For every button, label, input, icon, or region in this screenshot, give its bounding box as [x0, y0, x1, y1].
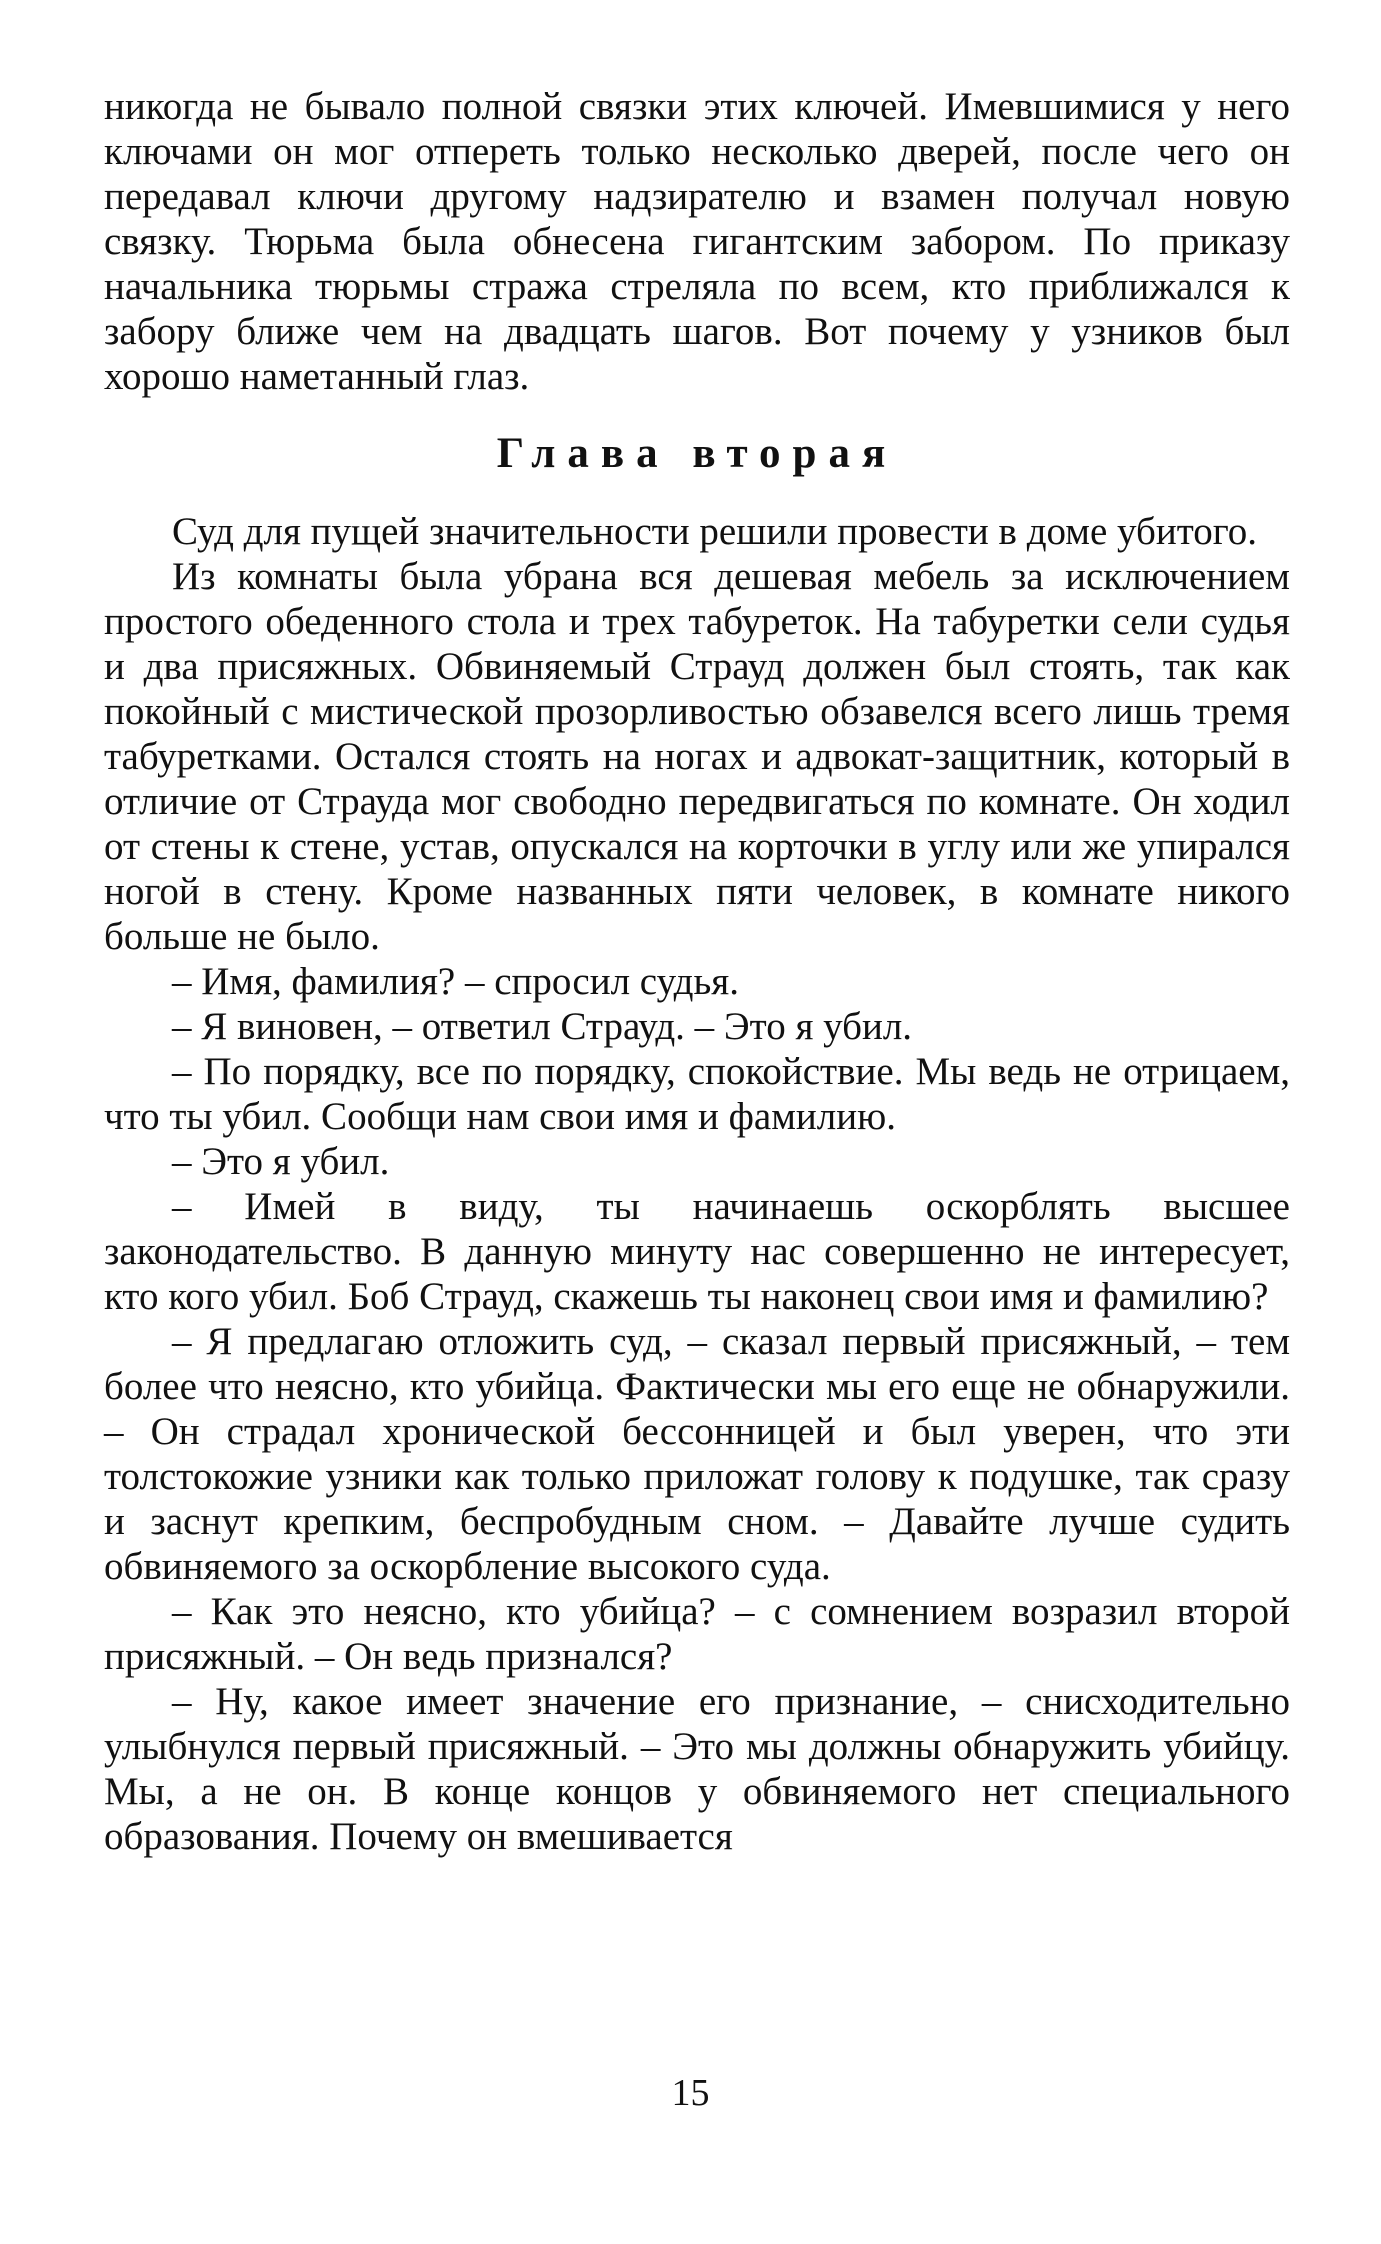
- paragraph: Суд для пущей значительности решили провести в доме убитого.: [172, 510, 1258, 553]
- book-page: [104, 84, 1290, 1859]
- paragraph-continued: никогда не бывало полной связки этих ключей. Имевшимися у него ключами он мог отпереть только несколько дверей, после чего он передавал ключи другому надзирателю и взамен получал новую связку. Тюрьма была обнесена гигантским забором. По приказу начальника тюрьмы стража стреляла по всем, кто приближался к забору ближе чем на двадцать шагов. Вот почему у узников был хорошо наметанный глаз.: [104, 85, 1290, 398]
- dialogue-line: – Я предлагаю отложить суд, – сказал первый присяжный, – тем более что неясно, кто убийца. Фактически мы его еще не обнаружили. – Он страдал хронической бессонницей и был уверен, что эти толстокожие узники как только приложат голову к подушке, так сразу и заснут крепким, беспробудным сном. – Давайте лучше судить обвиняемого за оскорбление высокого суда.: [104, 1320, 1290, 1588]
- page-number: 15: [671, 2072, 710, 2114]
- dialogue-line: – Имя, фамилия? – спросил судья.: [172, 960, 739, 1003]
- dialogue-line: – Ну, какое имеет значение его признание, – снисходительно улыбнулся первый присяжный. – Это мы должны обнаружить убийцу. Мы, а не он. В конце концов у обвиняемого нет специального образования. Почему он вмешивается: [104, 1680, 1290, 1858]
- chapter-title: Глава вторая: [496, 430, 898, 477]
- dialogue-line: – Я виновен, – ответил Страуд. – Это я убил.: [172, 1005, 913, 1048]
- dialogue-line: – Это я убил.: [172, 1140, 390, 1183]
- dialogue-line: – По порядку, все по порядку, спокойствие. Мы ведь не отрицаем, что ты убил. Сообщи нам свои имя и фамилию.: [104, 1050, 1290, 1138]
- dialogue-line: – Имей в виду, ты начинаешь оскорблять высшее законодательство. В данную минуту нас совершенно не интересует, кто кого убил. Боб Страуд, скажешь ты наконец свои имя и фамилию?: [104, 1185, 1290, 1318]
- dialogue-line: – Как это неясно, кто убийца? – с сомнением возразил второй присяжный. – Он ведь признался?: [104, 1590, 1290, 1678]
- paragraph: Из комнаты была убрана вся дешевая мебель за исключением простого обеденного стола и трех табуреток. На табуретки сели судья и два присяжных. Обвиняемый Страуд должен был стоять, так как покойный с мистической прозорливостью обзавелся всего лишь тремя табуретками. Остался стоять на ногах и адвокат-защитник, который в отличие от Страуда мог свободно передвигаться по комнате. Он ходил от стены к стене, устав, опускался на корточки в углу или же упирался ногой в стену. Кроме названных пяти человек, в комнате никого больше не было.: [104, 555, 1290, 958]
